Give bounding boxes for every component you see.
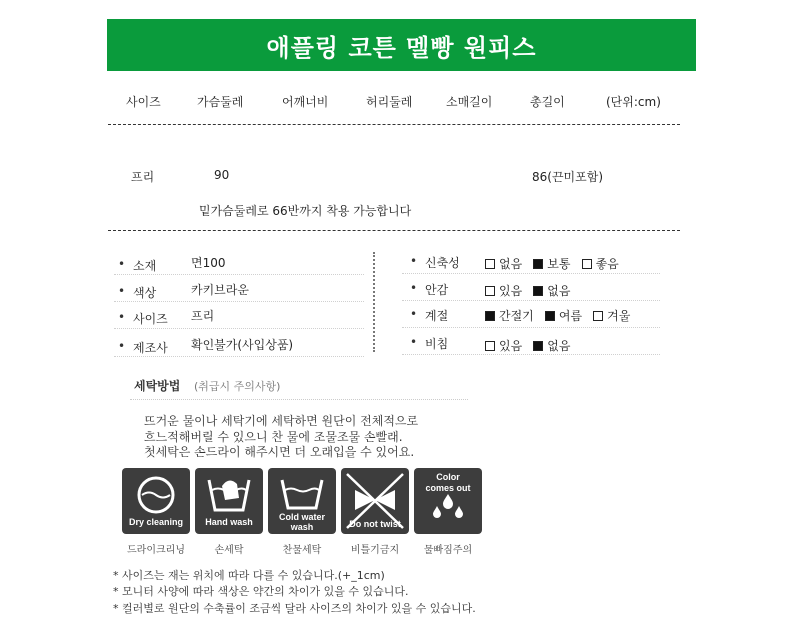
page-title: 애플링 코튼 멜빵 원피스: [266, 33, 537, 62]
washing-subtitle: (취급시 주의사항): [194, 380, 281, 393]
checkbox-unchecked: [582, 259, 592, 269]
note-line: * 사이즈는 재는 위치에 따라 다를 수 있습니다.(+_1cm): [113, 569, 385, 582]
column-divider: [373, 252, 375, 352]
row-divider: [114, 356, 364, 357]
bullet: •: [118, 257, 126, 271]
option-normal: 보통: [533, 255, 570, 272]
bullet: •: [118, 310, 126, 324]
checkbox-unchecked: [485, 259, 495, 269]
chest-header: 가슴둘레: [197, 95, 244, 109]
divider: [108, 230, 680, 231]
sheer-options: [485, 335, 576, 354]
sleeve-header: 소매길이: [446, 95, 493, 109]
checkbox-checked: [533, 286, 543, 296]
row-divider: [114, 328, 364, 329]
size-header: 사이즈: [126, 95, 161, 109]
row-divider: [114, 301, 364, 302]
bullet: •: [118, 339, 126, 353]
row-divider: [402, 354, 660, 355]
row-divider: [114, 274, 364, 275]
note-line: * 컬러별로 원단의 수축률이 조금씩 달라 사이즈의 차이가 있을 수 있습니다.: [113, 602, 476, 615]
bullet: •: [410, 335, 418, 349]
row-divider: [402, 300, 660, 301]
option-good: 좋음: [582, 255, 619, 272]
lining-options: [485, 280, 576, 299]
checkbox-checked: [533, 341, 543, 351]
hand-wash-label: 손세탁: [214, 545, 244, 556]
color-comes-out-icon: Color comes out: [414, 468, 482, 534]
option-no: 없음: [533, 337, 570, 354]
note-line: * 모니터 사양에 따라 색상은 약간의 차이가 있을 수 있습니다.: [113, 585, 409, 598]
size-info-value: 프리: [191, 309, 215, 323]
option-between-seasons: 간절기: [485, 307, 534, 324]
maker-label: 제조사: [133, 341, 168, 355]
checkbox-unchecked: [485, 341, 495, 351]
size-value: 프리: [131, 170, 155, 184]
option-summer: 여름: [545, 307, 582, 324]
maker-value: 확인불가(사입상품): [191, 338, 294, 352]
fit-note: 밑가슴둘레로 66반까지 착용 가능합니다: [199, 204, 412, 218]
title-banner: [107, 19, 696, 71]
stretch-label: 신축성: [425, 256, 460, 270]
bullet: •: [410, 254, 418, 268]
season-options: [485, 305, 636, 324]
chest-value: 90: [214, 168, 230, 182]
checkbox-unchecked: [593, 311, 603, 321]
washing-title: 세탁방법: [134, 379, 181, 393]
color-label: 색상: [133, 286, 157, 300]
stretch-options: [485, 253, 625, 272]
option-winter: 겨울: [593, 307, 630, 324]
season-label: 계절: [425, 309, 449, 323]
washing-text-line: 흐느적해버릴 수 있으니 찬 물에 조물조물 손빨래.: [144, 430, 403, 444]
row-divider: [402, 273, 660, 274]
option-yes: 있음: [485, 337, 522, 354]
washing-text-line: 뜨거운 물이나 세탁기에 세탁하면 원단이 전체적으로: [144, 414, 419, 428]
dry-cleaning-icon: Dry cleaning: [122, 468, 190, 534]
cold-water-wash-icon: Cold water wash: [268, 468, 336, 534]
waist-header: 허리둘레: [366, 95, 413, 109]
length-header: 총길이: [530, 95, 565, 109]
material-value: 면100: [191, 256, 226, 270]
cold-water-wash-label: 찬물세탁: [282, 545, 322, 556]
do-not-twist-icon: Do not twist: [341, 468, 409, 534]
dry-cleaning-label: 드라이크리닝: [127, 545, 185, 556]
length-value: 86(끈미포함): [532, 170, 604, 184]
washing-underline: [130, 399, 468, 400]
do-not-twist-label: 비틀기금지: [350, 545, 400, 556]
bullet: •: [410, 307, 418, 321]
row-divider: [402, 327, 660, 328]
bullet: •: [118, 284, 126, 298]
material-label: 소재: [133, 259, 157, 273]
sheer-label: 비침: [425, 337, 449, 351]
unit-label: (단위:cm): [606, 95, 661, 109]
divider: [108, 124, 680, 125]
shoulder-header: 어깨너비: [282, 95, 329, 109]
checkbox-unchecked: [485, 286, 495, 296]
color-comes-out-label: 물빠짐주의: [423, 545, 473, 556]
washing-text-line: 첫세탁은 손드라이 해주시면 더 오래입을 수 있어요.: [144, 445, 415, 459]
bullet: •: [410, 281, 418, 295]
option-yes: 있음: [485, 282, 522, 299]
checkbox-checked: [485, 311, 495, 321]
option-no: 없음: [533, 282, 570, 299]
option-none: 없음: [485, 255, 522, 272]
hand-wash-icon: Hand wash: [195, 468, 263, 534]
checkbox-checked: [533, 259, 543, 269]
color-value: 카키브라운: [191, 283, 249, 297]
lining-label: 안감: [425, 283, 449, 297]
checkbox-checked: [545, 311, 555, 321]
size-label: 사이즈: [133, 312, 168, 326]
